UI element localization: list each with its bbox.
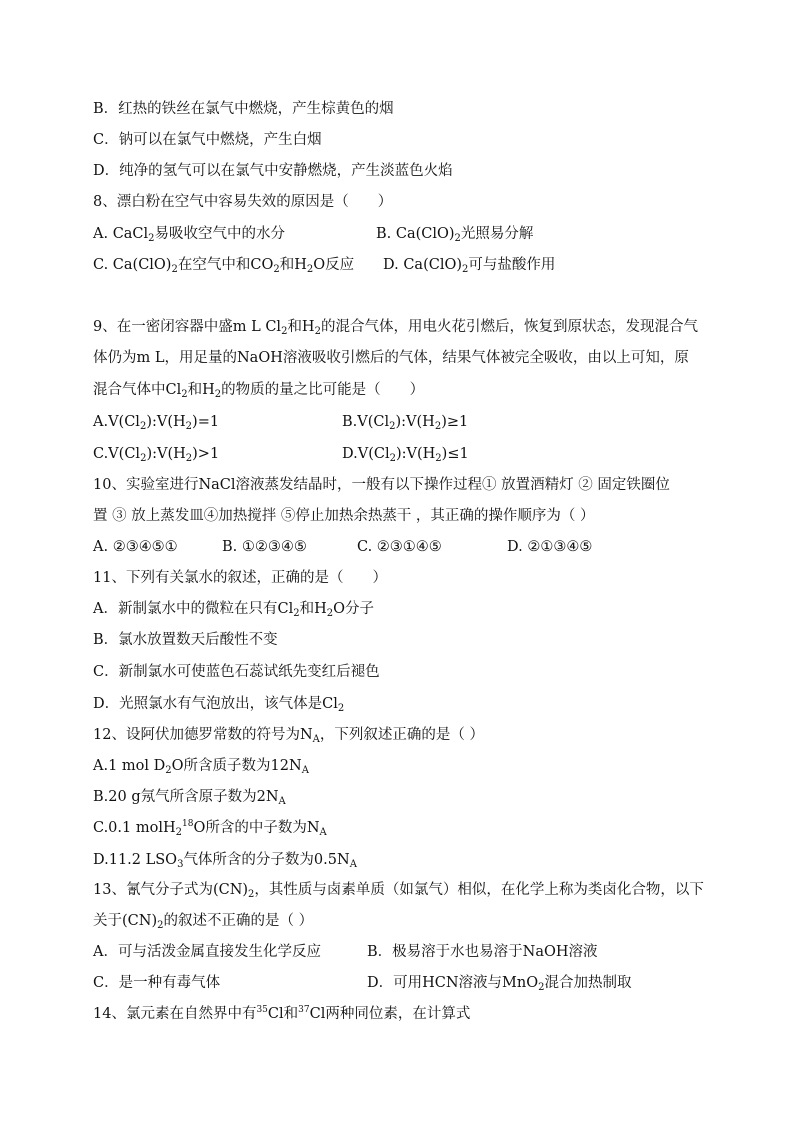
q12-option-a: A.1 mol $D_2O$所含质子数为$12N_A$ bbox=[93, 758, 309, 776]
q8-option-a: A. CaCl$_2$易吸收空气中的水分 bbox=[93, 226, 286, 244]
q9-option-d: $D.V(Cl_2):V(H_2)\le 1$ bbox=[342, 446, 469, 464]
q7-option-b: B．红热的铁丝在氯气中燃烧，产生棕黄色的烟 bbox=[93, 101, 394, 117]
q13-option-b: B．极易溶于水也易溶于NaOH溶液 bbox=[367, 944, 598, 960]
q8-stem: 8、漂白粉在空气中容易失效的原因是（ ） bbox=[93, 194, 393, 210]
q13-stem-line2: 关于$(CN)_2$的叙述不正确的是（ ） bbox=[93, 913, 314, 931]
q11-stem: 11、下列有关氯水的叙述，正确的是（ ） bbox=[93, 570, 387, 586]
q12-option-d: D.11.2 $LSO_3$气体所含的分子数为$0.5N_A$ bbox=[93, 852, 357, 870]
q9-stem-line2: 体仍为m L，用足量的NaOH溶液吸收引燃后的气体，结果气体被完全吸收，由以上可知，原 bbox=[93, 350, 689, 366]
q8-option-d: D. $Ca(ClO)_2$可与盐酸作用 bbox=[383, 257, 556, 275]
q10-option-d: D. ②①③④⑤ bbox=[507, 539, 593, 555]
q12-option-b: B.20 g氖气所含原子数为$2N_A$ bbox=[93, 789, 286, 807]
q8-option-c: C. $Ca(ClO)_2$在空气中和$CO_2$和$H_2O$反应 bbox=[93, 257, 355, 275]
q13-stem-line1: 13、氰气分子式为$(CN)_2$，其性质与卤素单质（如氯气）相似，在化学上称为类卤化合物，以下 bbox=[93, 882, 704, 900]
q7-option-c: C．钠可以在氯气中燃烧，产生白烟 bbox=[93, 132, 322, 148]
q10-option-a: A. ②③④⑤① bbox=[93, 539, 178, 555]
q10-stem-line2: 置 ③ 放上蒸发皿④加热搅拌 ⑤停止加热余热蒸干 ，其正确的操作顺序为（ ） bbox=[93, 508, 595, 524]
q11-option-d: D．光照氯水有气泡放出，该气体是$Cl_2$ bbox=[93, 696, 345, 714]
q14-stem: 14、氯元素在自然界中有$^{35}$Cl和$^{37}$Cl两种同位素，在计算式 bbox=[93, 1005, 471, 1022]
q13-option-d: D．可用HCN溶液与MnO$_2$混合加热制取 bbox=[367, 975, 632, 993]
q10-option-c: C. ②③①④⑤ bbox=[357, 539, 442, 555]
q10-option-b: B. ①②③④⑤ bbox=[222, 539, 307, 555]
q9-stem-line1: 9、在一密闭容器中盛m L $Cl_2$和$H_2$的混合气体，用电火花引燃后，恢复到原状态，发现混合气 bbox=[93, 319, 698, 337]
q13-option-c: C．是一种有毒气体 bbox=[93, 975, 221, 991]
q12-option-c: C.0.1 molH$_2^{18}$O所含的中子数为$N_A$ bbox=[93, 819, 327, 838]
q13-option-a: A．可与活泼金属直接发生化学反应 bbox=[93, 944, 321, 960]
q7-option-d: D．纯净的氢气可以在氯气中安静燃烧，产生淡蓝色火焰 bbox=[93, 163, 453, 179]
q11-option-b: B．氯水放置数天后酸性不变 bbox=[93, 632, 278, 648]
q9-option-c: $C.V(Cl_2):V(H_2)>1$ bbox=[93, 446, 220, 464]
q11-option-c: C．新制氯水可使蓝色石蕊试纸先变红后褪色 bbox=[93, 664, 380, 680]
q8-option-b: B. $Ca(ClO)_2$光照易分解 bbox=[376, 226, 534, 244]
q9-option-a: $A.V(Cl_2):V(H_2)=1$ bbox=[93, 414, 220, 432]
q11-option-a: A．新制氯水中的微粒在只有$Cl_2$和$H_2O$分子 bbox=[93, 601, 374, 619]
q9-stem-line3: 混合气体中$Cl_2$和$H_2$的物质的量之比可能是（ ） bbox=[93, 382, 425, 400]
q12-stem: 12、设阿伏加德罗常数的符号为$N_A$，下列叙述正确的是（ ） bbox=[93, 727, 484, 745]
q10-stem-line1: 10、实验室进行NaCl溶液蒸发结晶时，一般有以下操作过程① 放置酒精灯 ② 固定铁圈位 bbox=[93, 477, 670, 493]
q9-option-b: $B.V(Cl_2):V(H_2)\ge 1$ bbox=[342, 414, 469, 432]
